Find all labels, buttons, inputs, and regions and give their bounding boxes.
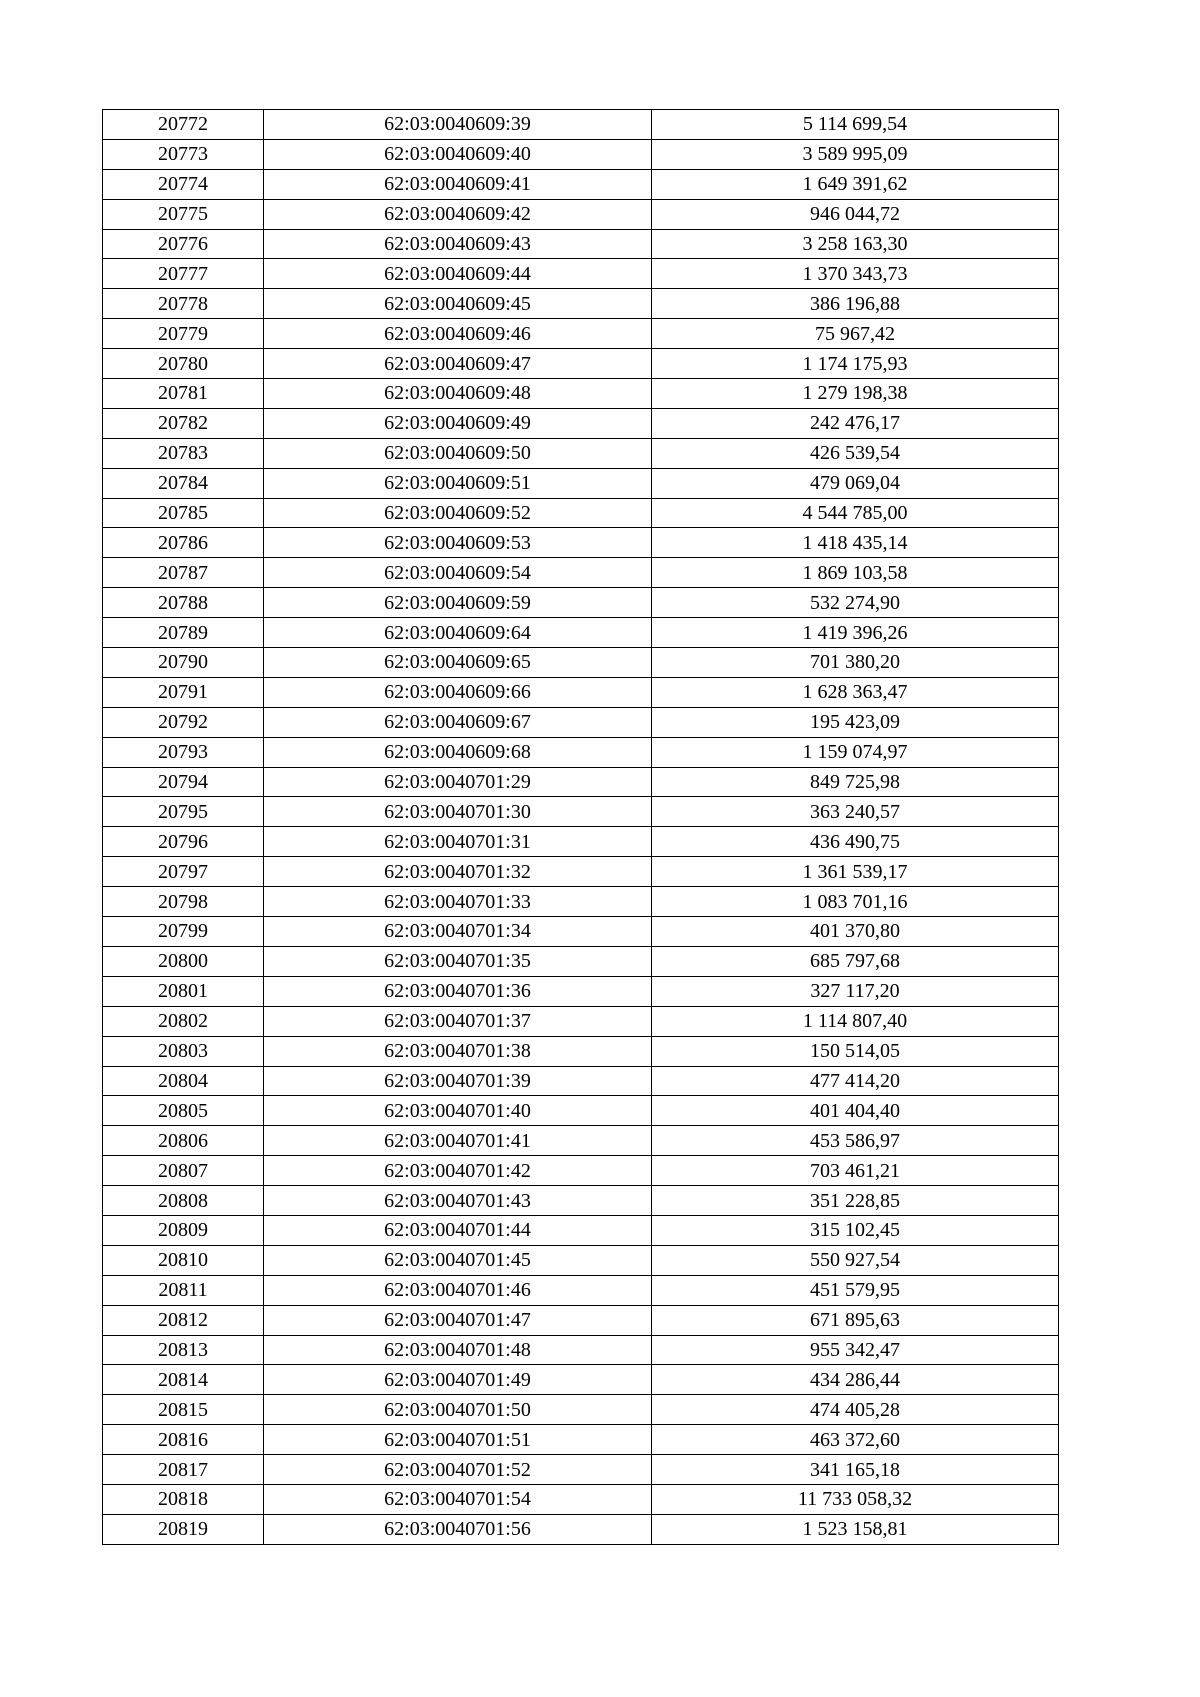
cadastral-number-cell: 62:03:0040701:36 xyxy=(264,976,652,1006)
cadastral-number-cell: 62:03:0040609:40 xyxy=(264,139,652,169)
table-row xyxy=(103,1156,1059,1186)
row-number-cell: 20784 xyxy=(103,468,264,498)
table-row xyxy=(103,827,1059,857)
table-row xyxy=(103,169,1059,199)
cadastral-value-cell: 426 539,54 xyxy=(652,438,1059,468)
cadastral-number-cell: 62:03:0040609:64 xyxy=(264,618,652,648)
table-row xyxy=(103,468,1059,498)
cadastral-value-cell: 150 514,05 xyxy=(652,1036,1059,1066)
cadastral-number-cell: 62:03:0040609:45 xyxy=(264,289,652,319)
row-number-cell: 20811 xyxy=(103,1275,264,1305)
table-row xyxy=(103,110,1059,140)
table-row xyxy=(103,139,1059,169)
table-row xyxy=(103,976,1059,1006)
row-number-cell: 20809 xyxy=(103,1215,264,1245)
row-number-cell: 20794 xyxy=(103,767,264,797)
table-row xyxy=(103,349,1059,379)
cadastral-number-cell: 62:03:0040609:51 xyxy=(264,468,652,498)
row-number-cell: 20790 xyxy=(103,648,264,678)
cadastral-value-cell: 3 258 163,30 xyxy=(652,229,1059,259)
row-number-cell: 20810 xyxy=(103,1245,264,1275)
table-row xyxy=(103,379,1059,409)
row-number-cell: 20806 xyxy=(103,1126,264,1156)
table-row xyxy=(103,707,1059,737)
cadastral-value-cell: 685 797,68 xyxy=(652,946,1059,976)
cadastral-value-cell: 1 628 363,47 xyxy=(652,677,1059,707)
table-row xyxy=(103,1036,1059,1066)
cadastral-value-cell: 477 414,20 xyxy=(652,1066,1059,1096)
cadastral-number-cell: 62:03:0040701:41 xyxy=(264,1126,652,1156)
table-row xyxy=(103,887,1059,917)
table-row xyxy=(103,1245,1059,1275)
cadastral-value-cell: 434 286,44 xyxy=(652,1365,1059,1395)
cadastral-number-cell: 62:03:0040701:40 xyxy=(264,1096,652,1126)
cadastral-number-cell: 62:03:0040701:38 xyxy=(264,1036,652,1066)
row-number-cell: 20817 xyxy=(103,1455,264,1485)
table-body xyxy=(103,110,1059,1545)
row-number-cell: 20785 xyxy=(103,498,264,528)
row-number-cell: 20808 xyxy=(103,1186,264,1216)
cadastral-value-cell: 532 274,90 xyxy=(652,588,1059,618)
table-row xyxy=(103,528,1059,558)
table-row xyxy=(103,917,1059,947)
table-row xyxy=(103,319,1059,349)
cadastral-number-cell: 62:03:0040701:39 xyxy=(264,1066,652,1096)
row-number-cell: 20798 xyxy=(103,887,264,917)
table-row xyxy=(103,1186,1059,1216)
cadastral-number-cell: 62:03:0040701:52 xyxy=(264,1455,652,1485)
row-number-cell: 20805 xyxy=(103,1096,264,1126)
table-row xyxy=(103,1395,1059,1425)
table-row xyxy=(103,946,1059,976)
cadastral-value-cell: 474 405,28 xyxy=(652,1395,1059,1425)
cadastral-number-cell: 62:03:0040701:32 xyxy=(264,857,652,887)
cadastral-number-cell: 62:03:0040701:45 xyxy=(264,1245,652,1275)
cadastral-value-cell: 1 418 435,14 xyxy=(652,528,1059,558)
cadastral-number-cell: 62:03:0040609:42 xyxy=(264,199,652,229)
cadastral-value-cell: 1 083 701,16 xyxy=(652,887,1059,917)
table-row xyxy=(103,1126,1059,1156)
cadastral-number-cell: 62:03:0040609:59 xyxy=(264,588,652,618)
table-row xyxy=(103,677,1059,707)
cadastral-number-cell: 62:03:0040701:33 xyxy=(264,887,652,917)
table-row xyxy=(103,1006,1059,1036)
cadastral-number-cell: 62:03:0040609:43 xyxy=(264,229,652,259)
cadastral-value-cell: 5 114 699,54 xyxy=(652,110,1059,140)
row-number-cell: 20786 xyxy=(103,528,264,558)
cadastral-value-cell: 1 869 103,58 xyxy=(652,558,1059,588)
table-row xyxy=(103,1514,1059,1544)
row-number-cell: 20803 xyxy=(103,1036,264,1066)
cadastral-value-cell: 1 370 343,73 xyxy=(652,259,1059,289)
cadastral-value-cell: 703 461,21 xyxy=(652,1156,1059,1186)
cadastral-number-cell: 62:03:0040609:68 xyxy=(264,737,652,767)
row-number-cell: 20776 xyxy=(103,229,264,259)
row-number-cell: 20793 xyxy=(103,737,264,767)
cadastral-number-cell: 62:03:0040701:49 xyxy=(264,1365,652,1395)
row-number-cell: 20774 xyxy=(103,169,264,199)
cadastral-number-cell: 62:03:0040609:67 xyxy=(264,707,652,737)
row-number-cell: 20775 xyxy=(103,199,264,229)
cadastral-number-cell: 62:03:0040701:51 xyxy=(264,1425,652,1455)
cadastral-value-cell: 451 579,95 xyxy=(652,1275,1059,1305)
table-row xyxy=(103,438,1059,468)
cadastral-number-cell: 62:03:0040701:56 xyxy=(264,1514,652,1544)
row-number-cell: 20782 xyxy=(103,408,264,438)
cadastral-number-cell: 62:03:0040609:52 xyxy=(264,498,652,528)
row-number-cell: 20777 xyxy=(103,259,264,289)
cadastral-value-cell: 11 733 058,32 xyxy=(652,1484,1059,1514)
row-number-cell: 20783 xyxy=(103,438,264,468)
cadastral-value-cell: 955 342,47 xyxy=(652,1335,1059,1365)
table-row xyxy=(103,1275,1059,1305)
table-row xyxy=(103,1305,1059,1335)
cadastral-value-cell: 341 165,18 xyxy=(652,1455,1059,1485)
row-number-cell: 20802 xyxy=(103,1006,264,1036)
cadastral-number-cell: 62:03:0040609:44 xyxy=(264,259,652,289)
cadastral-number-cell: 62:03:0040701:31 xyxy=(264,827,652,857)
cadastral-value-cell: 1 114 807,40 xyxy=(652,1006,1059,1036)
row-number-cell: 20814 xyxy=(103,1365,264,1395)
table-row xyxy=(103,1096,1059,1126)
cadastral-value-cell: 1 159 074,97 xyxy=(652,737,1059,767)
row-number-cell: 20796 xyxy=(103,827,264,857)
cadastral-value-cell: 550 927,54 xyxy=(652,1245,1059,1275)
cadastral-value-cell: 75 967,42 xyxy=(652,319,1059,349)
cadastral-number-cell: 62:03:0040609:39 xyxy=(264,110,652,140)
cadastral-value-cell: 701 380,20 xyxy=(652,648,1059,678)
row-number-cell: 20816 xyxy=(103,1425,264,1455)
row-number-cell: 20804 xyxy=(103,1066,264,1096)
table-row xyxy=(103,408,1059,438)
table-row xyxy=(103,1455,1059,1485)
row-number-cell: 20799 xyxy=(103,917,264,947)
cadastral-number-cell: 62:03:0040609:66 xyxy=(264,677,652,707)
table-row xyxy=(103,1215,1059,1245)
cadastral-number-cell: 62:03:0040701:42 xyxy=(264,1156,652,1186)
cadastral-value-cell: 195 423,09 xyxy=(652,707,1059,737)
cadastral-number-cell: 62:03:0040701:43 xyxy=(264,1186,652,1216)
cadastral-value-cell: 386 196,88 xyxy=(652,289,1059,319)
table-row xyxy=(103,1484,1059,1514)
row-number-cell: 20779 xyxy=(103,319,264,349)
row-number-cell: 20792 xyxy=(103,707,264,737)
table-row xyxy=(103,1335,1059,1365)
cadastral-value-cell: 1 174 175,93 xyxy=(652,349,1059,379)
table-row xyxy=(103,648,1059,678)
cadastral-number-cell: 62:03:0040701:54 xyxy=(264,1484,652,1514)
cadastral-number-cell: 62:03:0040701:47 xyxy=(264,1305,652,1335)
row-number-cell: 20772 xyxy=(103,110,264,140)
row-number-cell: 20807 xyxy=(103,1156,264,1186)
cadastral-number-cell: 62:03:0040701:46 xyxy=(264,1275,652,1305)
cadastral-number-cell: 62:03:0040609:47 xyxy=(264,349,652,379)
row-number-cell: 20781 xyxy=(103,379,264,409)
table-row xyxy=(103,618,1059,648)
cadastral-number-cell: 62:03:0040701:44 xyxy=(264,1215,652,1245)
table-row xyxy=(103,767,1059,797)
cadastral-value-cell: 3 589 995,09 xyxy=(652,139,1059,169)
row-number-cell: 20787 xyxy=(103,558,264,588)
cadastral-number-cell: 62:03:0040609:65 xyxy=(264,648,652,678)
cadastral-number-cell: 62:03:0040609:53 xyxy=(264,528,652,558)
row-number-cell: 20800 xyxy=(103,946,264,976)
table-row xyxy=(103,498,1059,528)
cadastral-value-cell: 1 361 539,17 xyxy=(652,857,1059,887)
row-number-cell: 20797 xyxy=(103,857,264,887)
cadastral-number-cell: 62:03:0040609:49 xyxy=(264,408,652,438)
cadastral-value-cell: 1 279 198,38 xyxy=(652,379,1059,409)
cadastral-number-cell: 62:03:0040701:37 xyxy=(264,1006,652,1036)
row-number-cell: 20812 xyxy=(103,1305,264,1335)
row-number-cell: 20789 xyxy=(103,618,264,648)
cadastral-value-cell: 1 523 158,81 xyxy=(652,1514,1059,1544)
row-number-cell: 20801 xyxy=(103,976,264,1006)
table-row xyxy=(103,737,1059,767)
cadastral-value-cell: 4 544 785,00 xyxy=(652,498,1059,528)
table-row xyxy=(103,857,1059,887)
row-number-cell: 20780 xyxy=(103,349,264,379)
row-number-cell: 20791 xyxy=(103,677,264,707)
cadastral-value-cell: 242 476,17 xyxy=(652,408,1059,438)
row-number-cell: 20788 xyxy=(103,588,264,618)
cadastral-value-cell: 671 895,63 xyxy=(652,1305,1059,1335)
cadastral-value-cell: 453 586,97 xyxy=(652,1126,1059,1156)
row-number-cell: 20773 xyxy=(103,139,264,169)
cadastral-value-cell: 849 725,98 xyxy=(652,767,1059,797)
cadastral-value-cell: 351 228,85 xyxy=(652,1186,1059,1216)
table-row xyxy=(103,259,1059,289)
cadastral-number-cell: 62:03:0040701:34 xyxy=(264,917,652,947)
cadastral-number-cell: 62:03:0040701:29 xyxy=(264,767,652,797)
cadastral-value-cell: 327 117,20 xyxy=(652,976,1059,1006)
cadastral-value-cell: 401 370,80 xyxy=(652,917,1059,947)
cadastral-value-cell: 401 404,40 xyxy=(652,1096,1059,1126)
cadastral-number-cell: 62:03:0040701:35 xyxy=(264,946,652,976)
table-row xyxy=(103,229,1059,259)
table-row xyxy=(103,588,1059,618)
cadastral-value-cell: 315 102,45 xyxy=(652,1215,1059,1245)
table-row xyxy=(103,199,1059,229)
cadastral-value-cell: 363 240,57 xyxy=(652,797,1059,827)
cadastral-number-cell: 62:03:0040609:46 xyxy=(264,319,652,349)
cadastral-number-cell: 62:03:0040609:54 xyxy=(264,558,652,588)
cadastral-number-cell: 62:03:0040701:50 xyxy=(264,1395,652,1425)
row-number-cell: 20818 xyxy=(103,1484,264,1514)
cadastral-value-cell: 463 372,60 xyxy=(652,1425,1059,1455)
table-row xyxy=(103,558,1059,588)
table-row xyxy=(103,289,1059,319)
cadastral-value-table xyxy=(102,109,1059,1545)
cadastral-value-cell: 946 044,72 xyxy=(652,199,1059,229)
cadastral-number-cell: 62:03:0040609:50 xyxy=(264,438,652,468)
row-number-cell: 20778 xyxy=(103,289,264,319)
row-number-cell: 20813 xyxy=(103,1335,264,1365)
cadastral-value-cell: 1 419 396,26 xyxy=(652,618,1059,648)
table-row xyxy=(103,1066,1059,1096)
table-row xyxy=(103,1425,1059,1455)
row-number-cell: 20815 xyxy=(103,1395,264,1425)
cadastral-value-cell: 1 649 391,62 xyxy=(652,169,1059,199)
table-row xyxy=(103,797,1059,827)
cadastral-number-cell: 62:03:0040609:48 xyxy=(264,379,652,409)
cadastral-number-cell: 62:03:0040609:41 xyxy=(264,169,652,199)
cadastral-number-cell: 62:03:0040701:30 xyxy=(264,797,652,827)
cadastral-value-cell: 479 069,04 xyxy=(652,468,1059,498)
row-number-cell: 20795 xyxy=(103,797,264,827)
cadastral-value-cell: 436 490,75 xyxy=(652,827,1059,857)
table-row xyxy=(103,1365,1059,1395)
row-number-cell: 20819 xyxy=(103,1514,264,1544)
cadastral-number-cell: 62:03:0040701:48 xyxy=(264,1335,652,1365)
